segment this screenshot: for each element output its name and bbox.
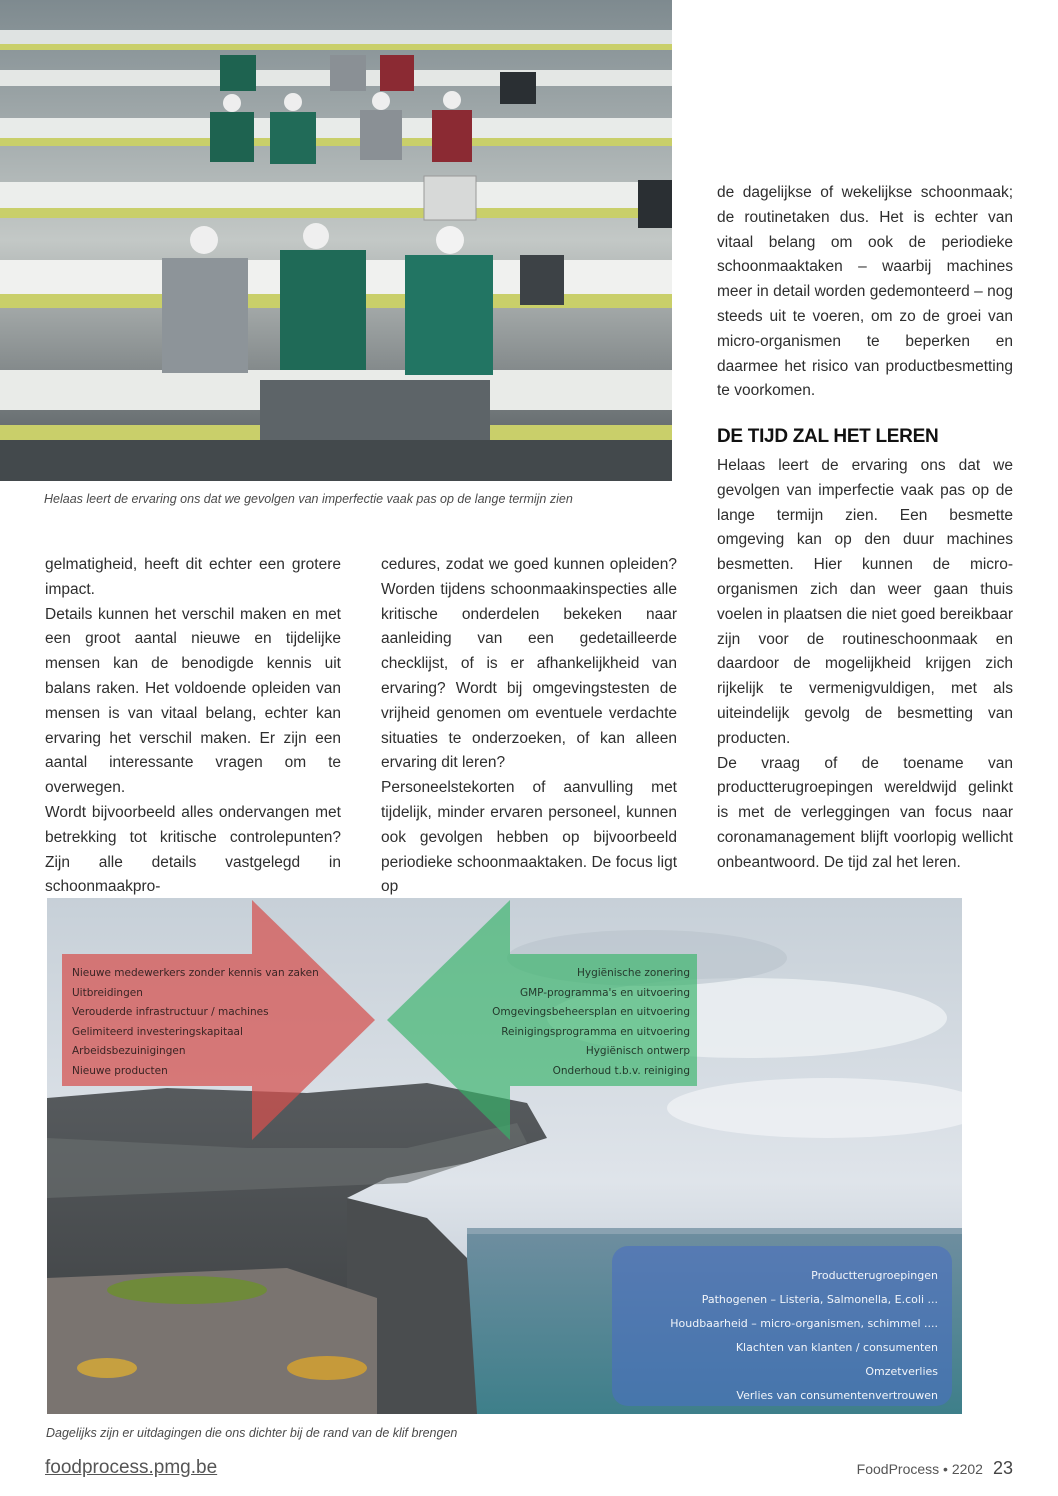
column-right-bottom <box>717 454 1013 876</box>
factory-photo-illustration <box>0 0 672 481</box>
list-item: Omgevingsbeheersplan en uitvoering <box>492 1006 690 1018</box>
list-item: Hygiënische zonering <box>576 967 690 979</box>
paragraph: cedures, zodat we goed kunnen opleiden? Worden tijdens schoonmaakinspecties alle kritische onderdelen bekeken naar aanleiding van een gedetailleerde checklijst, of is er afhankelijkheid van ervaring? Wordt bij omgevingstesten de vrijheid genomen om eventuele verdachte situaties te onderzoeken, of kan alleen ervaring dit leren? <box>381 556 677 772</box>
paragraph: Wordt bijvoorbeeld alles ondervangen met betrekking tot kritische controlepunten? Zijn alle details vastgelegd in schoonmaakpro- <box>45 803 341 896</box>
infographic-caption: Dagelijks zijn er uitdagingen die ons dichter bij de rand van de klif brengen <box>46 1426 458 1440</box>
column-left <box>45 553 341 900</box>
magazine-issue: FoodProcess • 2202 <box>856 1461 983 1477</box>
list-item: Verouderde infrastructuur / machines <box>72 1006 269 1018</box>
list-item: GMP-programma's en uitvoering <box>519 986 690 999</box>
red-arrow-list <box>72 964 319 1081</box>
paragraph: Personeelstekorten of aanvulling met tijdelijk, minder ervaren personeel, kunnen ook gevolgen hebben op bijvoorbeeld periodieke schoonmaaktaken. De focus ligt op <box>381 779 677 896</box>
list-item: Pathogenen – Listeria, Salmonella, E.coli ... <box>701 1293 938 1306</box>
list-item: Nieuwe medewerkers zonder kennis van zaken <box>72 967 319 979</box>
list-item: Klachten van klanten / consumenten <box>735 1341 938 1354</box>
factory-photo <box>0 0 672 481</box>
section-heading: DE TIJD ZAL HET LEREN <box>717 426 939 447</box>
list-item: Uitbreidingen <box>72 986 143 999</box>
page-number: 23 <box>992 1458 1013 1478</box>
paragraph: de dagelijkse of wekelijkse schoonmaak; de routinetaken dus. Het is echter van vitaal belang om ook de periodieke schoonmaaktaken – waarbij machines meer in detail worden gedemonteerd – nog steeds uit te voeren, om zo de groei van micro-organismen te beperken en daarmee het risico van productbesmetting te voorkomen. <box>717 184 1013 400</box>
list-item: Reinigingsprogramma en uitvoering <box>501 1025 690 1038</box>
column-right-top <box>717 181 1013 404</box>
paragraph: Details kunnen het verschil maken en met een groot aantal nieuwe en tijdelijke mensen kan de benodigde kennis uit balans raken. Het voldoende opleiden van mensen is van vitaal belang, echter kan ervaring het verschil maken. Er zijn een aantal interessante vragen om te overwegen. <box>45 605 341 797</box>
paragraph: gelmatigheid, heeft dit echter een grotere impact. <box>45 556 341 598</box>
list-item: Verlies van consumentenvertrouwen <box>736 1389 938 1402</box>
paragraph: De vraag of de toename van productterugroepingen wereldwijd gelinkt is met de verleggingen van focus naar coronamanagement blijft voorlopig wellicht onbeantwoord. De tijd zal het leren. <box>717 754 1013 871</box>
list-item: Onderhoud t.b.v. reiniging <box>552 1064 690 1077</box>
list-item: Nieuwe producten <box>72 1064 168 1077</box>
green-arrow-list <box>440 964 690 1081</box>
list-item: Arbeidsbezuinigingen <box>72 1045 186 1057</box>
list-item: Hygiënisch ontwerp <box>585 1045 690 1057</box>
column-middle <box>381 553 677 900</box>
top-photo-caption: Helaas leert de ervaring ons dat we gevolgen van imperfectie vaak pas op de lange termijn zien <box>44 492 573 506</box>
list-item: Omzetverlies <box>865 1365 938 1378</box>
list-item: Gelimiteerd investeringskapitaal <box>72 1025 243 1038</box>
list-item: Houdbaarheid – micro-organismen, schimmel .... <box>670 1317 938 1330</box>
website-link[interactable]: foodprocess.pmg.be <box>45 1457 218 1478</box>
list-item: Productterugroepingen <box>811 1269 938 1282</box>
blue-box-list <box>620 1264 938 1408</box>
paragraph: Helaas leert de ervaring ons dat we gevolgen van imperfectie vaak pas op de lange termijn zien. Een besmette omgeving kan op den duur machines besmetten. Hier kunnen de micro-organismen zich dan weer gaan thuis voelen in plaatsen die niet goed bereikbaar zijn voor de routineschoonmaak en daardoor de mogelijkheid krijgen zich rijkelijk te vermenigvuldigen, met als uiteindelijk gevolg de besmetting van producten. <box>717 457 1013 747</box>
footer-issue <box>857 1458 1013 1479</box>
